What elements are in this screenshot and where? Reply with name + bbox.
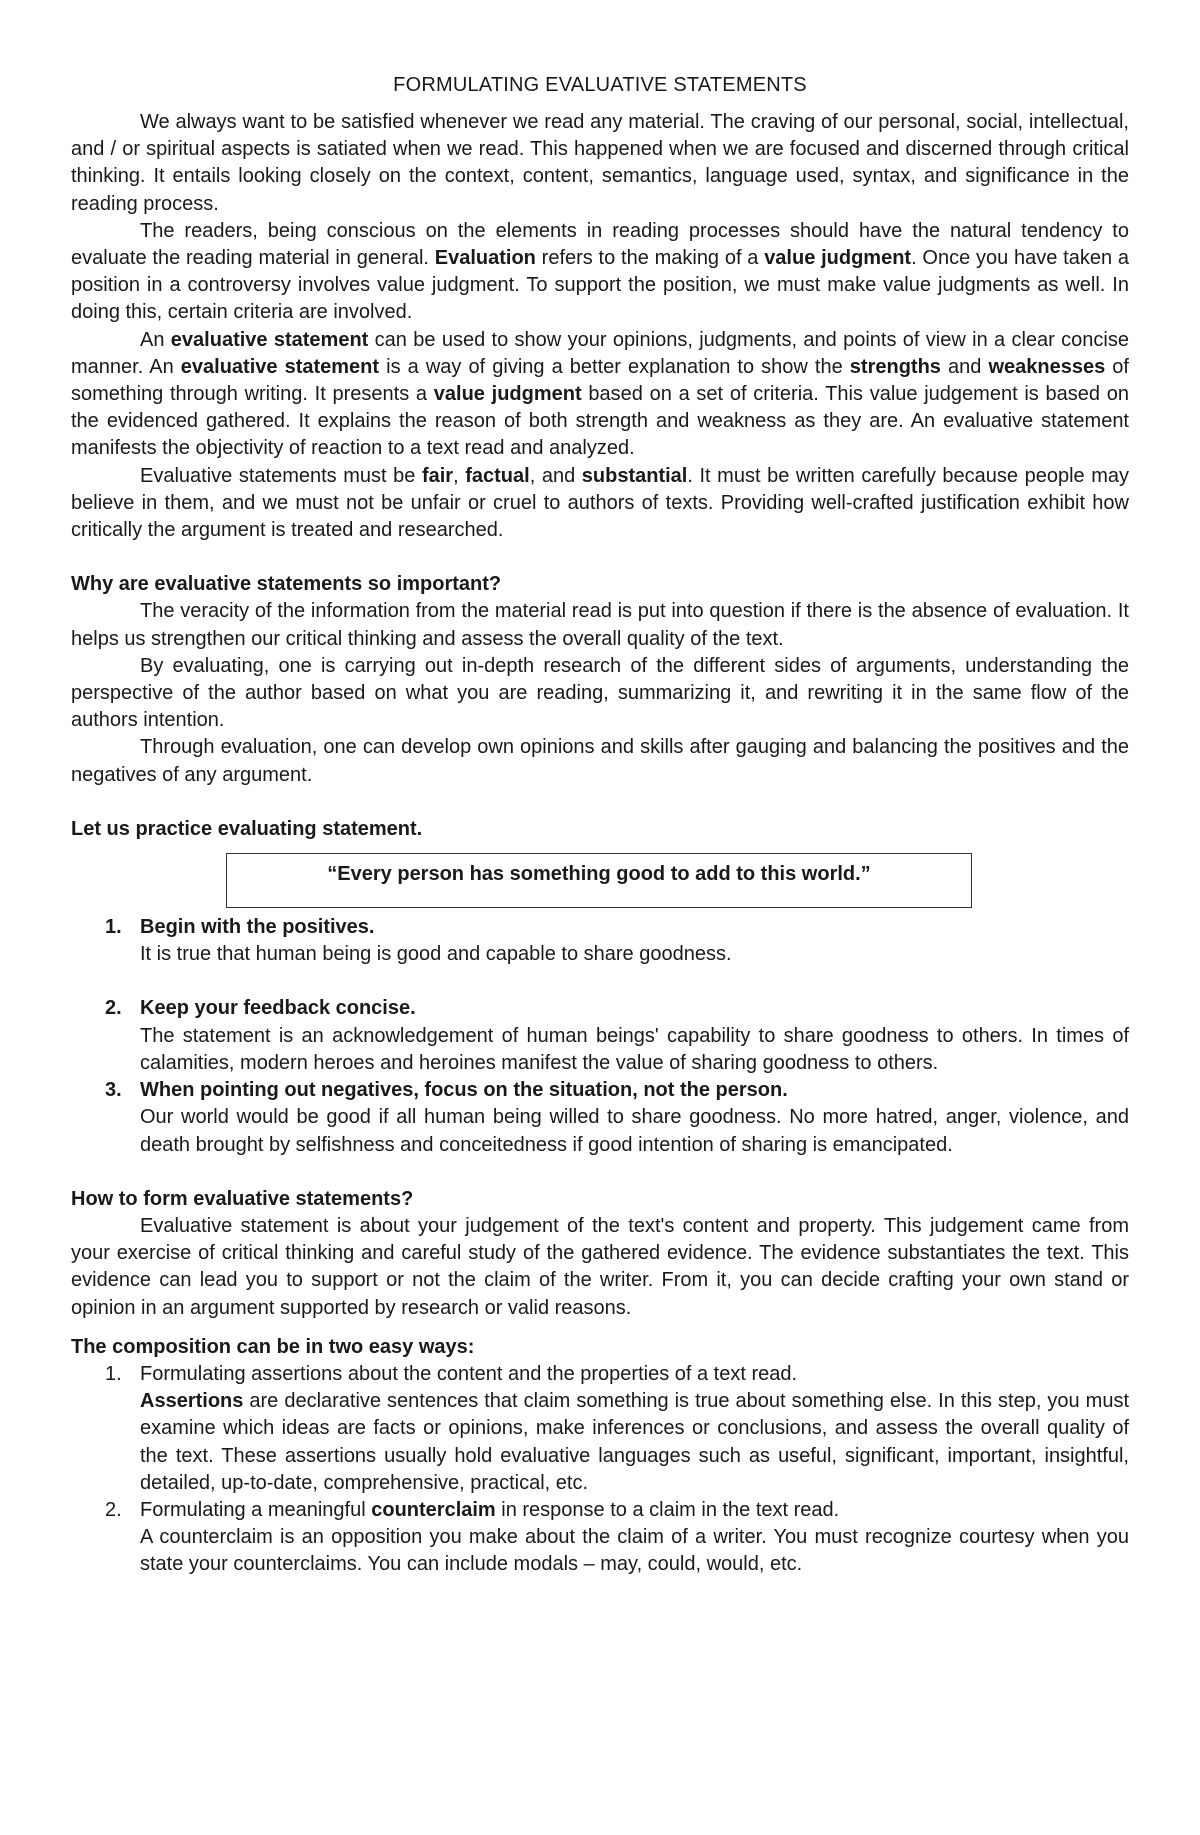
practice-item-2 [71, 995, 1129, 1077]
list-number: 2. [105, 1498, 122, 1521]
why-heading: Why are evaluative statements so important? [71, 573, 502, 596]
practice-item-text: Our world would be good if all human being willed to share goodness. No more hatred, anger, violence, and death brought by selfishness and conceitedness if good intention of sharing is emancipated. [140, 1106, 1129, 1156]
document-page [71, 72, 1129, 1579]
quote-box: “Every person has something good to add to this world.” [226, 853, 972, 908]
list-number: 1. [105, 916, 122, 939]
composition-item-1 [71, 1361, 1129, 1497]
practice-item-text: The statement is an acknowledgement of human beings' capability to share goodness to others. In times of calamities, modern heroes and heroines manifest the value of sharing goodness to others. [140, 1024, 1129, 1074]
how-paragraph: Evaluative statement is about your judgement of the text's content and property. This judgement came from your exercise of critical thinking and careful study of the gathered evidence. The evidence substantiates the text. This evidence can lead you to support or not the claim of the writer. From it, you can decide crafting your own stand or opinion in an argument supported by research or valid reasons. [71, 1214, 1129, 1319]
composition-heading: The composition can be in two easy ways: [71, 1335, 475, 1358]
composition-item-text: A counterclaim is an opposition you make about the claim of a writer. You must recognize courtesy when you state your counterclaims. You can include modals – may, could, would, etc. [140, 1526, 1129, 1576]
intro-paragraph-1: We always want to be satisfied whenever we read any material. The craving of our personal, social, intellectual, and / or spiritual aspects is satiated when we read. This happened when we are focused and discerned through critical thinking. It entails looking closely on the context, content, semantics, language used, syntax, and significance in the reading process. [71, 111, 1129, 215]
practice-heading: Let us practice evaluating statement. [71, 817, 423, 840]
practice-item-3 [71, 1077, 1129, 1159]
practice-item-title: Keep your feedback concise. [140, 997, 416, 1020]
composition-item-title: Formulating a meaningful counterclaim in response to a claim in the text read. [140, 1498, 840, 1521]
why-paragraph-3: Through evaluation, one can develop own opinions and skills after gauging and balancing the positives and the negatives of any argument. [71, 736, 1129, 786]
list-number: 2. [105, 997, 122, 1020]
practice-item-1 [71, 914, 1129, 968]
composition-item-title: Formulating assertions about the content and the properties of a text read. [140, 1362, 798, 1385]
intro-paragraph-4: Evaluative statements must be fair, factual, and substantial. It must be written carefully because people may believe in them, and we must not be unfair or cruel to authors of texts. Providing well-crafted justification exhibit how critically the argument is treated and researched. [71, 464, 1130, 542]
composition-item-text: Assertions are declarative sentences that claim something is true about something else. In this step, you must examine which ideas are facts or opinions, make inferences or conclusions, and assess the overall quality of the text. These assertions usually hold evaluative languages such as useful, significant, important, insightful, detailed, up-to-date, comprehensive, practical, etc. [140, 1390, 1129, 1494]
list-number: 1. [105, 1362, 122, 1385]
why-paragraph-1: The veracity of the information from the material read is put into question if there is the absence of evaluation. It helps us strengthen our critical thinking and assess the overall quality of the text. [71, 600, 1129, 650]
how-heading: How to form evaluative statements? [71, 1187, 414, 1210]
practice-item-text: It is true that human being is good and capable to share goodness. [140, 943, 732, 966]
list-number: 3. [105, 1079, 122, 1102]
page-title: FORMULATING EVALUATIVE STATEMENTS [393, 74, 807, 96]
composition-item-2 [71, 1497, 1129, 1579]
why-paragraph-2: By evaluating, one is carrying out in-depth research of the different sides of arguments, understanding the perspective of the author based on what you are reading, summarizing it, and rewriting it in the same flow of the authors intention. [71, 654, 1129, 732]
intro-paragraph-3: An evaluative statement can be used to show your opinions, judgments, and points of view in a clear concise manner. An evaluative statement is a way of giving a better explanation to show the strengths and weaknesses of something through writing. It presents a value judgment based on a set of criteria. This value judgement is based on the evidenced gathered. It explains the reason of both strength and weakness as they are. An evaluative statement manifests the objectivity of reaction to a text read and analyzed. [71, 328, 1129, 460]
intro-paragraph-2: The readers, being conscious on the elements in reading processes should have the natural tendency to evaluate the reading material in general. Evaluation refers to the making of a value judgment. Once you have taken a position in a controversy involves value judgment. To support the position, we must make value judgments as well. In doing this, certain criteria are involved. [71, 219, 1129, 324]
practice-item-title: When pointing out negatives, focus on the situation, not the person. [140, 1079, 788, 1102]
practice-item-title: Begin with the positives. [140, 916, 375, 939]
